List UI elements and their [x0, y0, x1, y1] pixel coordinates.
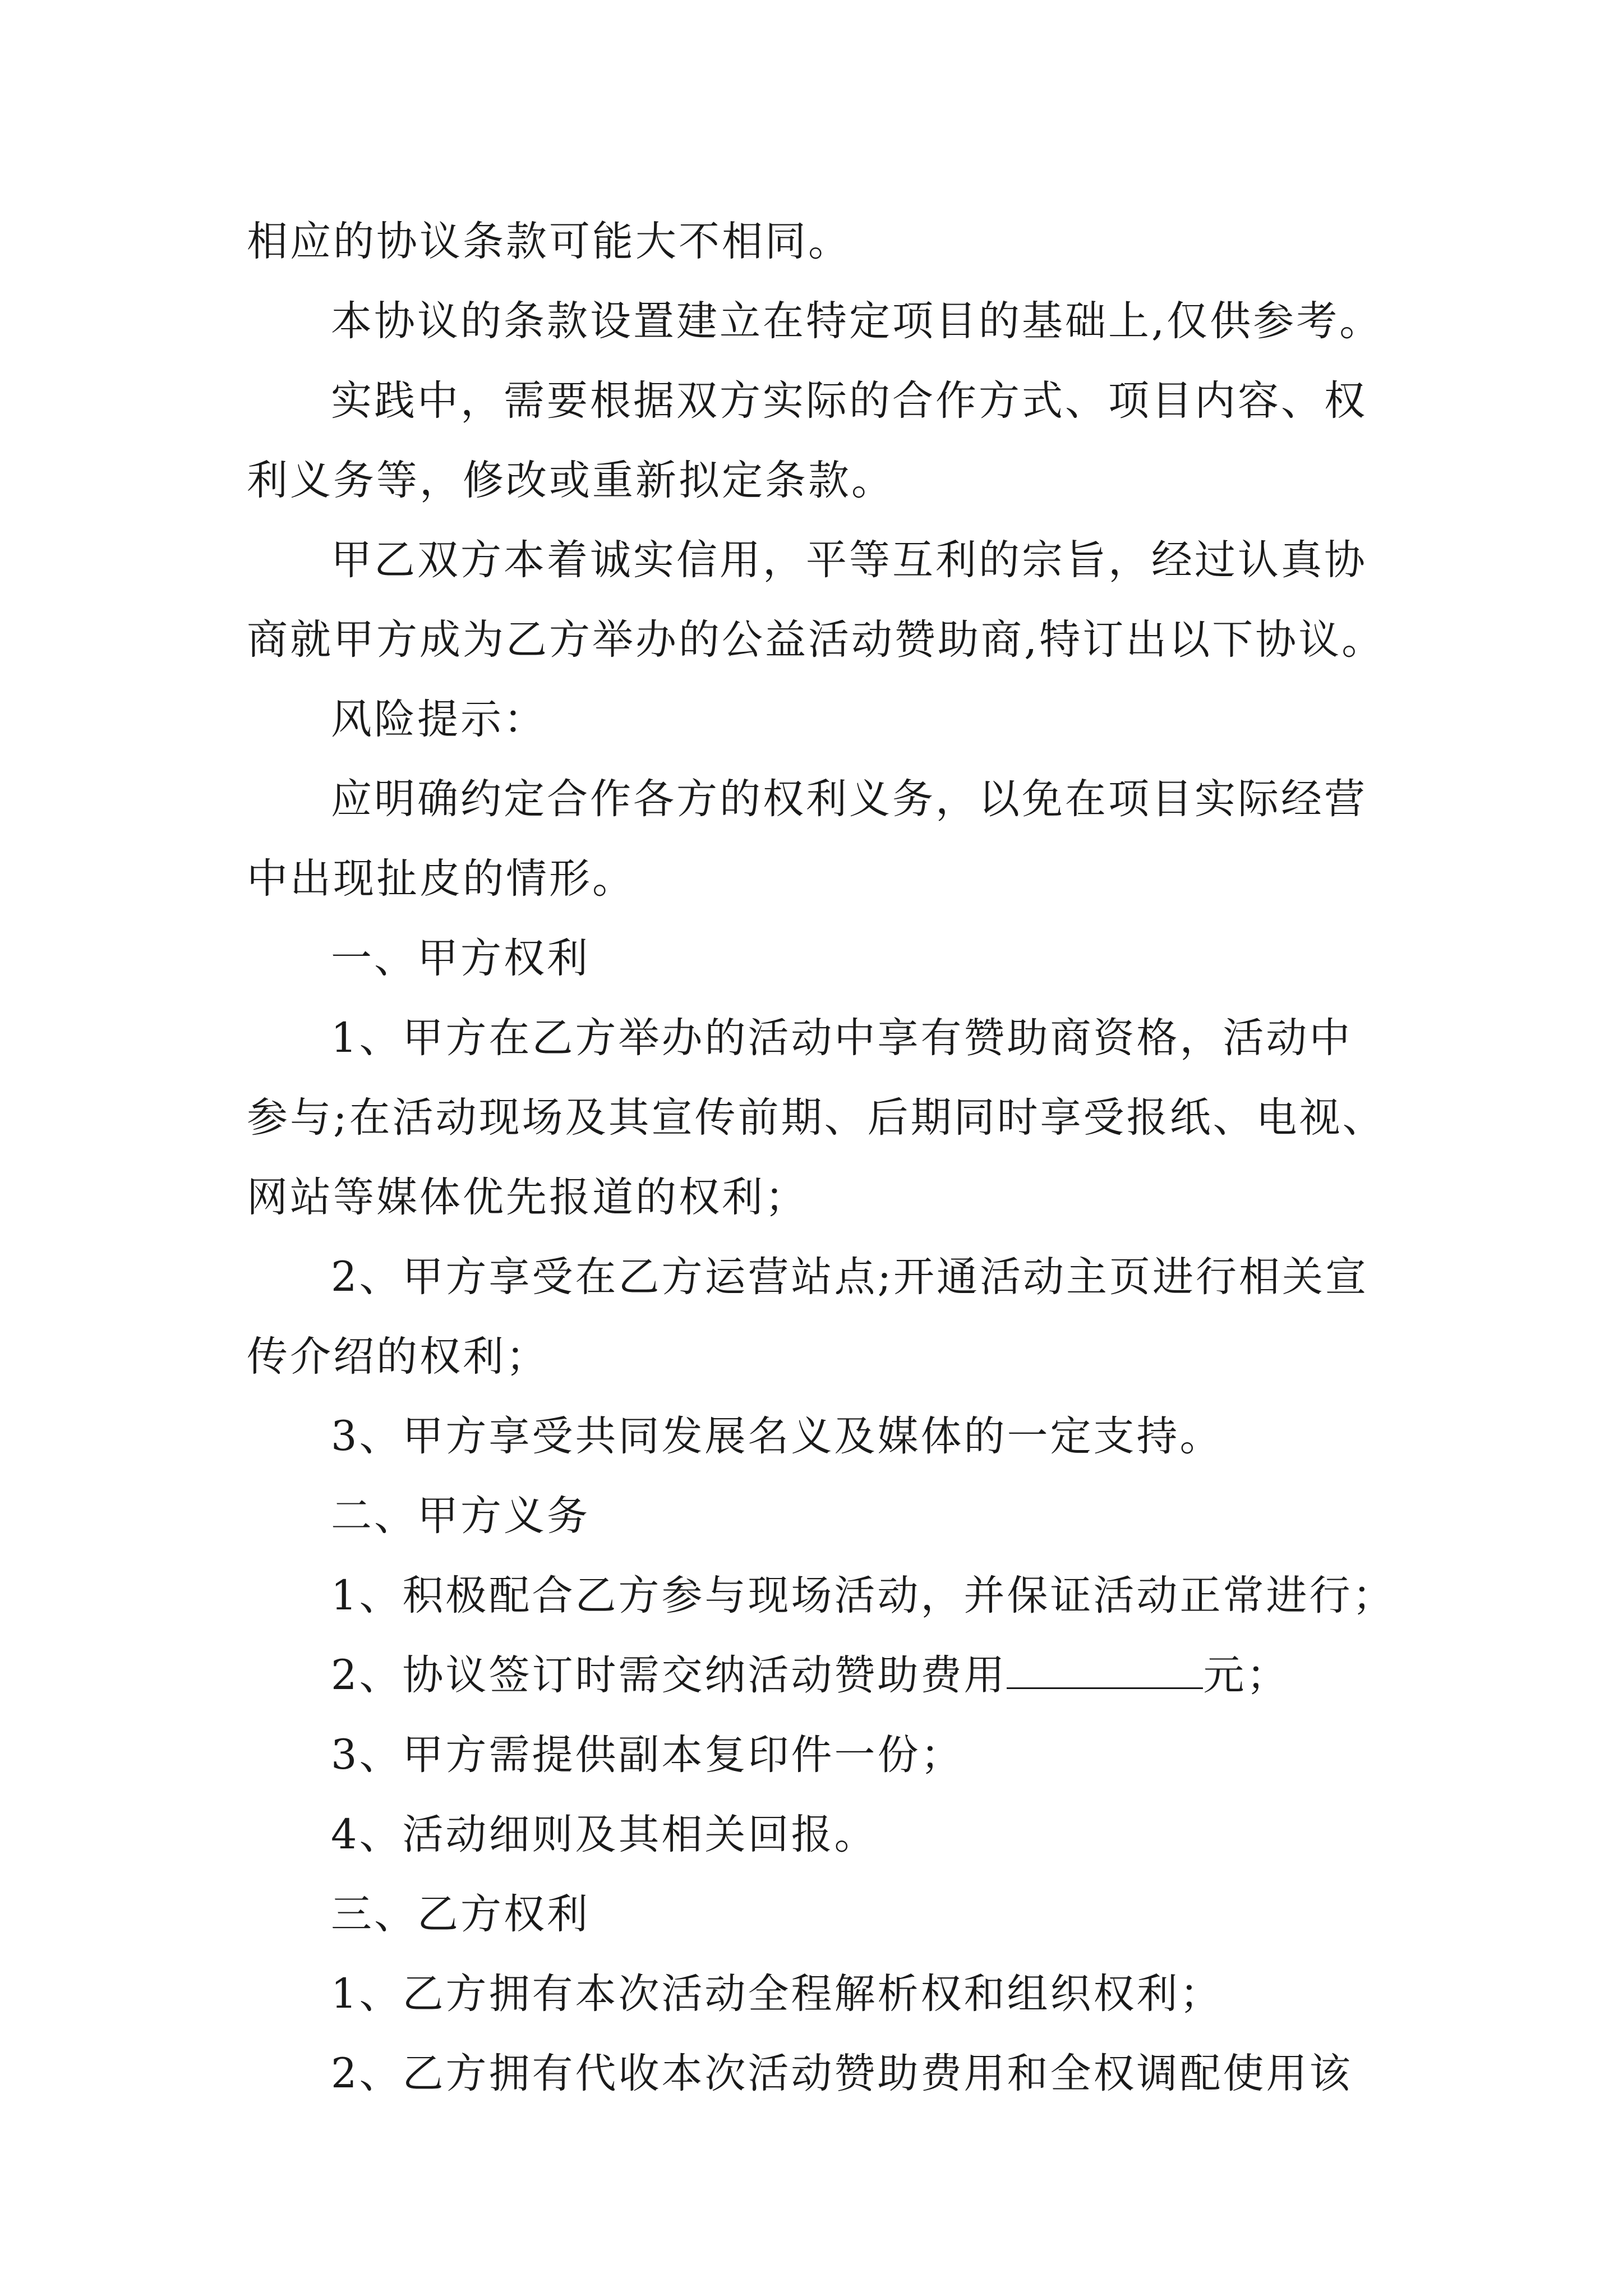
fee-unit: 元；	[1203, 1651, 1290, 1699]
paragraph-line: 中出现扯皮的情形。	[247, 855, 635, 903]
paragraph-line: 甲乙双方本着诚实信用，平等互利的宗旨，经过认真协	[331, 536, 1367, 584]
list-item-continuation: 传介绍的权利；	[247, 1333, 549, 1381]
list-item: 3、甲方享受共同发展名义及媒体的一定支持。	[331, 1412, 1223, 1460]
list-item: 3、甲方需提供副本复印件一份；	[331, 1731, 964, 1779]
list-item: 2、乙方拥有代收本次活动赞助费用和全权调配使用该	[331, 2050, 1353, 2097]
list-item-fee	[247, 1636, 1436, 1715]
list-item-continuation: 参与;在活动现场及其宣传前期、后期同时享受报纸、电视、	[247, 1094, 1386, 1142]
paragraph-line: 应明确约定合作各方的权利义务，以免在项目实际经营	[331, 775, 1367, 823]
fee-amount-blank	[1007, 1653, 1203, 1689]
section-heading-party-a-obligations: 二、甲方义务	[331, 1492, 590, 1540]
document-body	[247, 202, 1436, 2114]
paragraph-line: 商就甲方成为乙方举办的公益活动赞助商,特订出以下协议。	[247, 616, 1385, 664]
risk-notice-heading: 风险提示：	[331, 696, 547, 743]
section-heading-party-a-rights: 一、甲方权利	[331, 935, 590, 982]
list-item: 1、甲方在乙方举办的活动中享有赞助商资格，活动中	[331, 1014, 1353, 1062]
section-heading-party-b-rights: 三、乙方权利	[331, 1890, 590, 1938]
fee-label: 2、协议签订时需交纳活动赞助费用	[331, 1651, 1007, 1699]
list-item: 2、甲方享受在乙方运营站点;开通活动主页进行相关宣	[331, 1253, 1369, 1301]
list-item: 1、积极配合乙方参与现场活动，并保证活动正常进行；	[331, 1572, 1396, 1619]
paragraph-line: 利义务等，修改或重新拟定条款。	[247, 457, 895, 504]
paragraph-line: 实践中，需要根据双方实际的合作方式、项目内容、权	[331, 377, 1367, 425]
list-item-continuation: 网站等媒体优先报道的权利；	[247, 1174, 808, 1221]
paragraph-line: 本协议的条款设置建立在特定项目的基础上,仅供参考。	[331, 297, 1383, 345]
paragraph-line: 相应的协议条款可能大不相同。	[247, 218, 851, 265]
list-item: 4、活动细则及其相关回报。	[331, 1811, 878, 1858]
list-item: 1、乙方拥有本次活动全程解析权和组织权利；	[331, 1970, 1223, 2018]
